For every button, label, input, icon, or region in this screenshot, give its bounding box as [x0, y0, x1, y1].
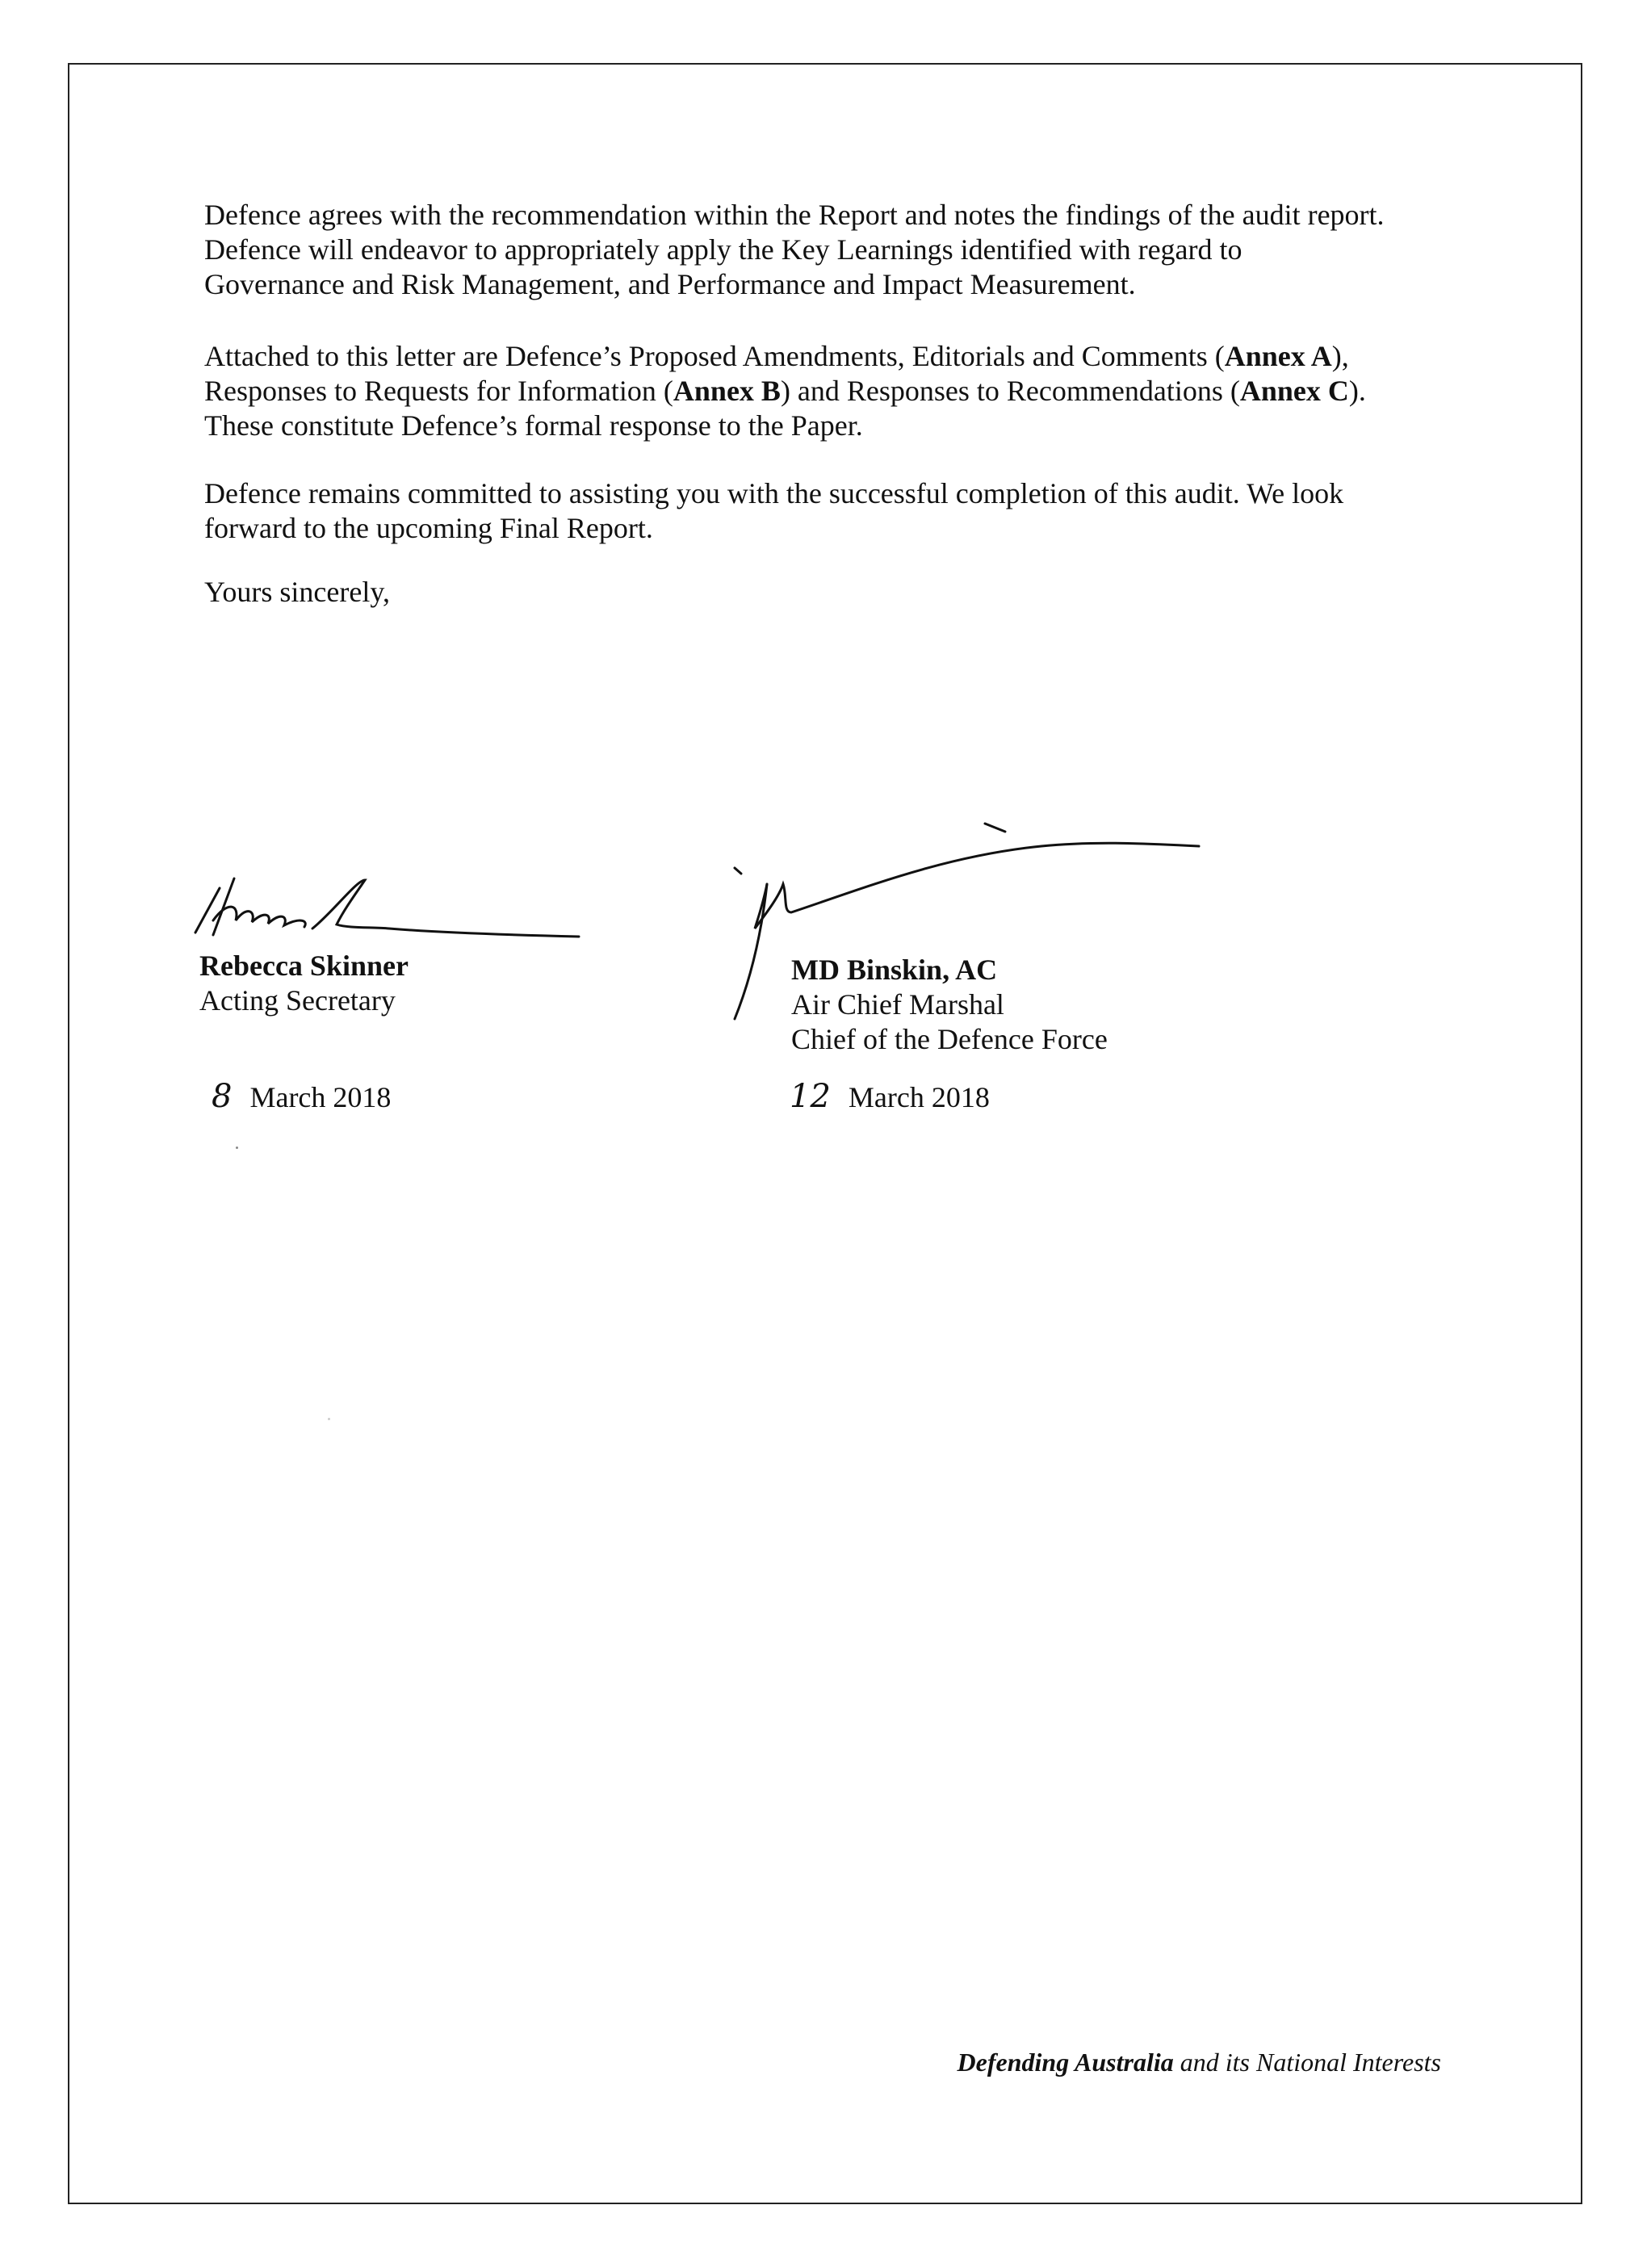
paragraph-attachments [204, 339, 1480, 443]
handwritten-day: 8 [212, 1078, 233, 1115]
signature-rebecca-skinner [171, 856, 591, 953]
signatory-rank: Air Chief Marshal [791, 988, 1004, 1021]
paragraph-line: Defence remains committed to assisting you with the successful completion of this audit. We look [204, 477, 1344, 509]
signatory-left [199, 949, 409, 1018]
paragraph-agreement [204, 198, 1480, 302]
signatory-title: Acting Secretary [199, 984, 396, 1017]
signatory-title: Chief of the Defence Force [791, 1023, 1108, 1055]
paragraph-line: Governance and Risk Management, and Performance and Impact Measurement. [204, 268, 1136, 300]
date-left [212, 1080, 391, 1115]
text-fragment: ). [1348, 375, 1366, 407]
signatory-name: Rebecca Skinner [199, 950, 409, 982]
handwritten-day: 12 [790, 1078, 831, 1115]
paragraph-line [204, 374, 1480, 409]
scan-speck [328, 1418, 330, 1420]
closing [204, 575, 1480, 610]
closing-text: Yours sincerely, [204, 576, 390, 608]
paragraph-line: forward to the upcoming Final Report. [204, 512, 653, 544]
text-fragment: Responses to Requests for Information ( [204, 375, 673, 407]
scan-speck [236, 1147, 238, 1149]
date-right [790, 1080, 990, 1115]
annex-b-label: Annex B [673, 375, 781, 407]
date-text: March 2018 [848, 1081, 990, 1113]
text-fragment: ), [1331, 340, 1349, 372]
paragraph-line: Defence will endeavor to appropriately apply the Key Learnings identified with regard to [204, 233, 1242, 266]
annex-a-label: Annex A [1224, 340, 1332, 372]
date-text: March 2018 [249, 1081, 392, 1113]
signatory-right [791, 953, 1108, 1057]
paragraph-line: These constitute Defence’s formal response to the Paper. [204, 409, 863, 442]
motto-bold: Defending Australia [957, 2048, 1174, 2077]
annex-c-label: Annex C [1239, 375, 1349, 407]
paragraph-line: Defence agrees with the recommendation within the Report and notes the findings of the audit report. [204, 199, 1385, 231]
paragraph-commitment [204, 476, 1480, 546]
text-fragment: ) and Responses to Recommendations ( [780, 375, 1240, 407]
paragraph-line [204, 339, 1480, 374]
text-fragment: Attached to this letter are Defence’s Proposed Amendments, Editorials and Comments ( [204, 340, 1225, 372]
signatory-name: MD Binskin, AC [791, 954, 998, 986]
motto-rest: and its National Interests [1173, 2048, 1441, 2077]
footer-motto [957, 2048, 1441, 2077]
